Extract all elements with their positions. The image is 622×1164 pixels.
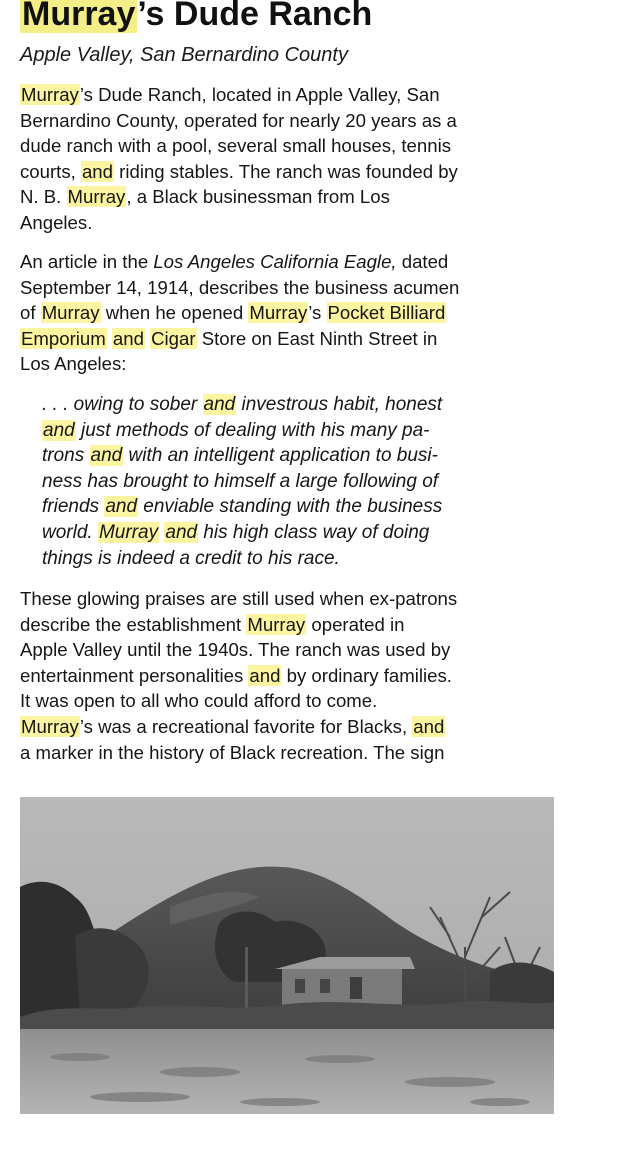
text-run: ’s (308, 302, 327, 324)
text-run: Los Angeles: (20, 353, 127, 375)
text-line (20, 184, 458, 210)
text-run: describe the establishment (20, 613, 247, 635)
search-highlight: Murray (249, 302, 308, 324)
search-highlight: Murray (98, 521, 159, 543)
text-run: . . . owing to sober (42, 394, 203, 415)
text-run: dated (396, 251, 449, 272)
text-run: a marker in the history of Black recreation. The sign (20, 741, 445, 763)
text-line (20, 275, 459, 301)
text-run: An article in the (20, 251, 154, 272)
photo-house-door (350, 977, 362, 999)
text-run: by ordinary families. (281, 664, 452, 686)
text-run: Bernardino County, operated for nearly 20 years as a (20, 109, 457, 131)
ranch-photo-drawing (20, 797, 554, 1114)
text-line (20, 159, 458, 185)
text-run: things is indeed a credit to his race. (42, 547, 340, 569)
search-highlight: Cigar (151, 327, 196, 349)
search-highlight: and (43, 419, 75, 441)
text-run: courts, (20, 160, 81, 182)
text-run: Store on East Ninth Street in (196, 327, 438, 349)
photo-house-window (320, 979, 330, 993)
text-run: entertainment personalities (20, 664, 249, 686)
page-title (20, 0, 372, 36)
text-line (20, 249, 459, 275)
text-run: dude ranch with a pool, several small houses, tennis (20, 135, 451, 157)
quote-line (42, 520, 442, 546)
search-highlight: and (249, 664, 281, 686)
quote-line (42, 469, 442, 495)
text-line (20, 740, 457, 766)
text-line (20, 663, 457, 689)
text-run: riding stables. The ranch was founded by (114, 160, 458, 182)
search-highlight: Murray (21, 715, 79, 737)
block-quote (42, 392, 442, 571)
text-line (20, 300, 459, 326)
photo-house-window (295, 979, 305, 993)
text-line (20, 351, 459, 377)
text-run: enviable standing with the business (138, 496, 443, 518)
text-run: Apple Valley until the 1940s. The ranch was used by (20, 639, 451, 661)
text-run: , a Black businessman from Los (126, 186, 390, 208)
title-rest: ’s Dude Ranch (137, 0, 373, 33)
text-run: his high class way of doing (198, 521, 430, 543)
text-run: ’s Dude Ranch, located in Apple Valley, San (79, 84, 440, 105)
search-highlight: Murray (247, 613, 306, 635)
text-line (20, 108, 458, 134)
text-run: ness has brought to himself a large following of (42, 470, 439, 492)
text-line (20, 612, 457, 638)
text-run: These glowing praises are still used when ex-patrons (20, 588, 458, 609)
text-line (20, 688, 457, 714)
text-run: when he opened (100, 302, 249, 324)
text-run: Angeles. (20, 211, 93, 233)
text-line (20, 637, 457, 663)
text-run: September 14, 1914, describes the business acumen (20, 276, 460, 298)
text-run: ’s was a recreational favorite for Blacks, (79, 715, 413, 737)
search-highlight: and (112, 327, 144, 349)
text-line (20, 586, 457, 612)
search-highlight: Murray (67, 186, 126, 208)
paragraph-intro (20, 82, 458, 236)
quote-line (42, 443, 442, 469)
text-run: It was open to all who could afford to come. (20, 690, 378, 712)
search-highlight: Pocket Billiard (327, 302, 446, 324)
search-highlight: Murray (20, 0, 137, 33)
text-line (20, 326, 459, 352)
paragraph-article (20, 249, 459, 377)
newspaper-title: Los Angeles California Eagle, (153, 251, 397, 272)
text-line (20, 133, 458, 159)
search-highlight: and (165, 521, 198, 543)
text-run: N. B. (20, 186, 67, 208)
search-highlight: Emporium (21, 327, 106, 349)
quote-line (42, 392, 442, 418)
text-run: world. (42, 521, 98, 543)
quote-line (42, 546, 442, 572)
quote-line (42, 494, 442, 520)
text-run: friends (42, 496, 105, 518)
search-highlight: and (203, 394, 236, 415)
text-run: operated in (306, 613, 405, 635)
location-subtitle: Apple Valley, San Bernardino County (20, 44, 348, 66)
text-run: with an intelligent application to busi- (123, 445, 438, 467)
search-highlight: and (81, 160, 113, 182)
text-run: trons (42, 445, 90, 467)
text-line (20, 210, 458, 236)
paragraph-praises (20, 586, 457, 765)
text-run: investrous habit, honest (236, 394, 443, 415)
text-run: of (20, 302, 41, 324)
text-run: just methods of dealing with his many pa- (75, 419, 430, 441)
ranch-photo-icon (20, 797, 554, 1114)
search-highlight: and (105, 496, 138, 518)
text-line (20, 82, 458, 108)
search-highlight: Murray (41, 302, 100, 324)
search-highlight: Murray (21, 84, 79, 105)
search-highlight: and (90, 445, 123, 467)
text-line (20, 714, 457, 740)
search-highlight: and (413, 715, 445, 737)
quote-line (42, 418, 442, 444)
